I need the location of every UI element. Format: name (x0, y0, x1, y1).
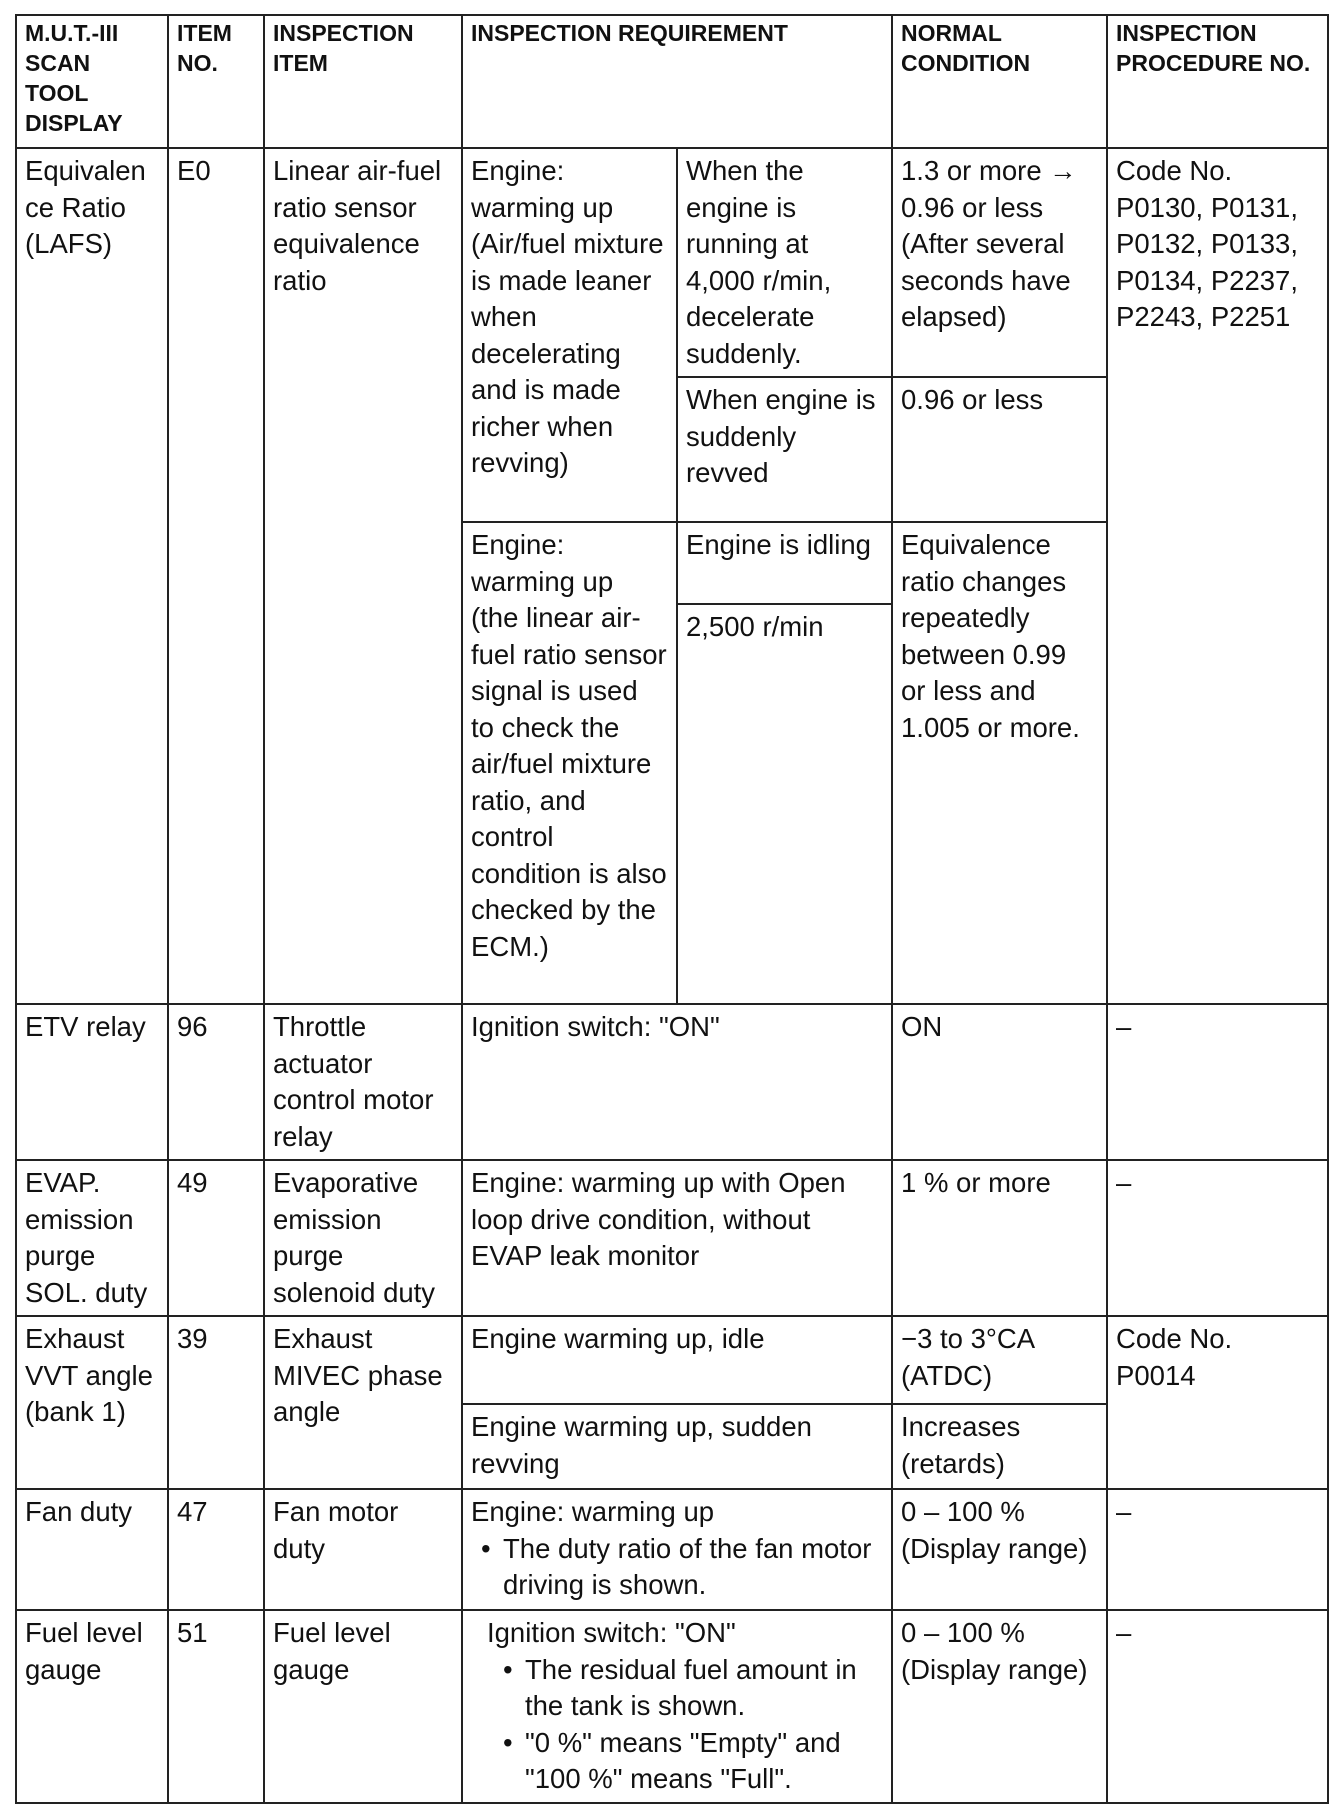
exhaust-vvt-procedure: Code No. P0014 (1107, 1316, 1328, 1489)
etv-item-no: 96 (168, 1004, 264, 1160)
table-row (16, 1160, 1328, 1316)
header-inspection-procedure-no: INSPECTION PROCEDURE NO. (1107, 15, 1328, 148)
table-row (16, 148, 1328, 377)
equivalence-condition-a: Engine: warming up (Air/fuel mixture is made leaner when decelerating and is made richer when revving) (462, 148, 677, 522)
etv-display: ETV relay (16, 1004, 168, 1160)
etv-procedure: – (1107, 1004, 1328, 1160)
fan-requirement-cell (462, 1489, 892, 1610)
exhaust-vvt-normal-1: −3 to 3°CA (ATDC) (892, 1316, 1107, 1404)
header-inspection-item: INSPECTION ITEM (264, 15, 462, 148)
table-row (16, 1610, 1328, 1803)
fuel-requirement-cell (462, 1610, 892, 1803)
fan-requirement: Engine: warming up (471, 1496, 715, 1527)
equivalence-sub-b2: 2,500 r/min (677, 604, 892, 1004)
equivalence-sub-a1: When the engine is running at 4,000 r/min, decelerate suddenly. (677, 148, 892, 377)
etv-normal: ON (892, 1004, 1107, 1160)
table-row (16, 1004, 1328, 1160)
fuel-bullet-2: • "0 %" means "Empty" and "100 %" means "Full". (487, 1725, 883, 1798)
fuel-item: Fuel level gauge (264, 1610, 462, 1803)
table-row (16, 1489, 1328, 1610)
header-item-no: ITEM NO. (168, 15, 264, 148)
equivalence-procedure: Code No. P0130, P0131, P0132, P0133, P0134, P2237, P2243, P2251 (1107, 148, 1328, 1004)
fan-display: Fan duty (16, 1489, 168, 1610)
header-row (16, 15, 1328, 148)
exhaust-vvt-item: Exhaust MIVEC phase angle (264, 1316, 462, 1489)
inspection-table-container (15, 14, 1327, 1804)
evap-normal: 1 % or more (892, 1160, 1107, 1316)
fuel-requirement: Ignition switch: "ON" (487, 1617, 736, 1648)
header-scan-tool-display: M.U.T.-III SCAN TOOL DISPLAY (16, 15, 168, 148)
table-row (16, 1316, 1328, 1404)
evap-requirement: Engine: warming up with Open loop drive condition, without EVAP leak monitor (462, 1160, 892, 1316)
fuel-bullet-1: • The residual fuel amount in the tank is shown. (487, 1652, 883, 1725)
equivalence-sub-b1: Engine is idling (677, 522, 892, 604)
etv-item: Throttle actuator control motor relay (264, 1004, 462, 1160)
header-normal-condition: NORMAL CONDITION (892, 15, 1107, 148)
equivalence-sub-a2: When engine is suddenly revved (677, 377, 892, 522)
evap-item: Evaporative emission purge solenoid duty (264, 1160, 462, 1316)
fuel-normal: 0 – 100 % (Display range) (892, 1610, 1107, 1803)
fuel-requirement-block (471, 1615, 883, 1798)
evap-item-no: 49 (168, 1160, 264, 1316)
equivalence-item-no: E0 (168, 148, 264, 1004)
equivalence-item: Linear air-fuel ratio sensor equivalence ratio (264, 148, 462, 1004)
fan-bullet-1: • The duty ratio of the fan motor driving is shown. (471, 1531, 883, 1604)
fan-item-no: 47 (168, 1489, 264, 1610)
evap-display: EVAP. emission purge SOL. duty (16, 1160, 168, 1316)
evap-procedure: – (1107, 1160, 1328, 1316)
exhaust-vvt-item-no: 39 (168, 1316, 264, 1489)
exhaust-vvt-display: Exhaust VVT angle (bank 1) (16, 1316, 168, 1489)
etv-requirement: Ignition switch: "ON" (462, 1004, 892, 1160)
fuel-display: Fuel level gauge (16, 1610, 168, 1803)
equivalence-normal-b: Equivalence ratio changes repeatedly between 0.99 or less and 1.005 or more. (892, 522, 1107, 1004)
equivalence-condition-b: Engine: warming up (the linear air-fuel ratio sensor signal is used to check the air/fuel mixture ratio, and control condition is also checked by the ECM.) (462, 522, 677, 1004)
fuel-item-no: 51 (168, 1610, 264, 1803)
exhaust-vvt-requirement-1: Engine warming up, idle (462, 1316, 892, 1404)
exhaust-vvt-requirement-2: Engine warming up, sudden revving (462, 1404, 892, 1489)
inspection-table (15, 14, 1329, 1804)
fuel-procedure: – (1107, 1610, 1328, 1803)
fan-procedure: – (1107, 1489, 1328, 1610)
exhaust-vvt-normal-2: Increases (retards) (892, 1404, 1107, 1489)
fan-item: Fan motor duty (264, 1489, 462, 1610)
header-inspection-requirement: INSPECTION REQUIREMENT (462, 15, 892, 148)
equivalence-display: Equivalence Ratio (LAFS) (16, 148, 168, 1004)
equivalence-normal-a2: 0.96 or less (892, 377, 1107, 522)
fan-normal: 0 – 100 % (Display range) (892, 1489, 1107, 1610)
equivalence-normal-a1: 1.3 or more → 0.96 or less (After several seconds have elapsed) (892, 148, 1107, 377)
